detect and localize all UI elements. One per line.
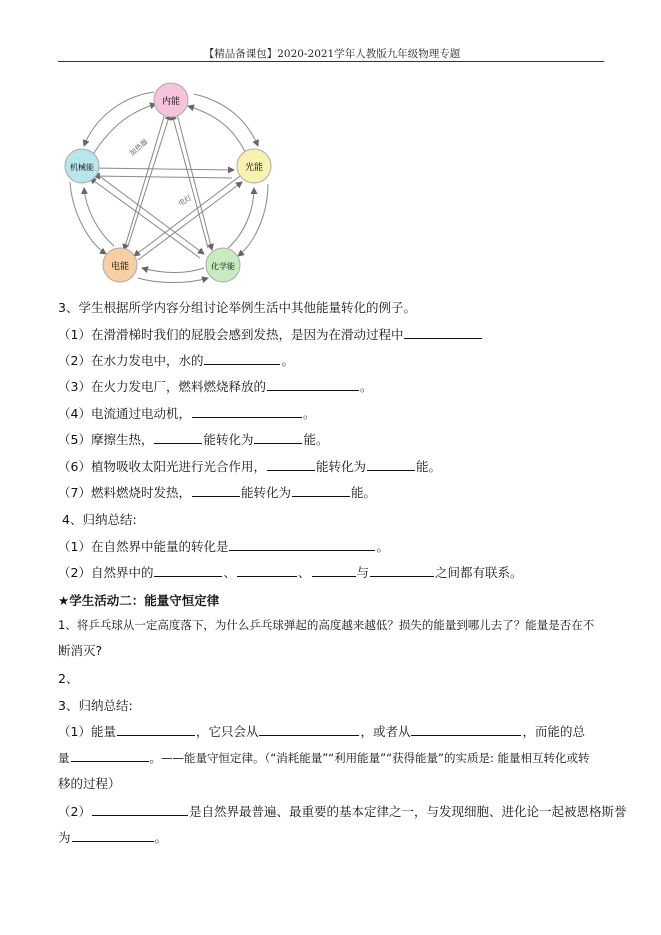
answer-blank[interactable]: [92, 802, 188, 816]
energy-conversion-diagram: [58, 82, 288, 292]
activity2-summary-4: （2） 是自然界最普遍、最重要的基本定律之一，与发现细胞、进化论一起被恩格斯誉: [58, 804, 627, 819]
answer-blank[interactable]: [71, 748, 149, 762]
arrow: [84, 188, 114, 246]
q3-item-1: [58, 325, 483, 343]
answer-blank[interactable]: [229, 537, 375, 551]
header-divider: [58, 61, 604, 62]
arrow: [94, 172, 204, 254]
page-header: 【精品备课包】2020-2021学年人教版九年级物理专题: [203, 48, 461, 60]
arrow: [134, 176, 240, 256]
arrow: [70, 182, 106, 254]
answer-blank[interactable]: [192, 404, 302, 418]
q3-intro: 3、学生根据所学内容分组讨论举例生活中其他能量转化的例子。: [58, 300, 416, 315]
answer-blank[interactable]: [254, 430, 302, 444]
q3-item-5-text: （5）摩擦生热，: [58, 432, 154, 447]
arrow: [176, 110, 212, 250]
node-label-huaxueneng: 化学能: [211, 262, 235, 271]
arrow: [94, 176, 232, 178]
arrow: [228, 188, 254, 248]
node-guangneng: [237, 149, 271, 183]
activity2-q3-title: 3、归纳总结:: [58, 698, 133, 713]
answer-blank[interactable]: [154, 563, 222, 577]
answer-blank[interactable]: [72, 828, 154, 842]
answer-blank[interactable]: [370, 563, 434, 577]
node-label-neineng: 内能: [161, 97, 181, 107]
node-jixieneng: [65, 149, 99, 183]
arrow: [142, 268, 204, 273]
q3-item-1-text: （1）在滑滑梯时我们的屁股会感到发热，是因为在滑动过程中: [58, 327, 404, 342]
q3-item-6-text: （6）植物吸收太阳光进行光合作用，: [58, 459, 266, 474]
q3-item-3: （3）在火力发电厂，燃料燃烧释放的 。: [58, 379, 373, 394]
activity2-summary-5: 为 。: [58, 830, 168, 845]
q3-item-3-text: （3）在火力发电厂，燃料燃烧释放的: [58, 379, 266, 394]
answer-blank[interactable]: [267, 377, 359, 391]
arrow: [92, 168, 234, 170]
activity2-q1-line2: 断消灭?: [58, 643, 103, 658]
answer-blank[interactable]: [312, 563, 356, 577]
arrow: [90, 178, 200, 258]
arrow: [138, 278, 208, 283]
answer-blank[interactable]: [411, 722, 521, 736]
answer-blank[interactable]: [367, 457, 415, 471]
lamp-label: 电灯: [177, 193, 194, 208]
node-neineng: [154, 83, 188, 117]
heater-label: 加热器: [128, 137, 150, 158]
node-dianneng: [103, 248, 137, 282]
activity2-summary-2: 量 。——能量守恒定律。（“消耗能量”“利用能量”“获得能量”的实质是: 能量相互转化或转: [58, 748, 590, 766]
answer-blank[interactable]: [267, 457, 315, 471]
q3-item-5: （5）摩擦生热， 能转化为 能。: [58, 432, 329, 447]
q3-item-4: （4）电流通过电动机， 。: [58, 406, 316, 421]
node-label-jixieneng: 机械能: [70, 163, 94, 172]
answer-blank[interactable]: [192, 483, 240, 497]
arrow: [128, 114, 170, 246]
answer-blank[interactable]: [237, 563, 297, 577]
q4-title: 4、归纳总结:: [62, 512, 137, 527]
arrow: [238, 184, 268, 256]
q3-item-2-text: （2）在水力发电中，水的: [58, 353, 204, 368]
node-label-guangneng: 光能: [244, 163, 264, 173]
answer-blank[interactable]: [204, 351, 280, 365]
arrow: [92, 104, 156, 156]
q3-item-4-text: （4）电流通过电动机，: [58, 406, 191, 421]
answer-blank[interactable]: [154, 430, 202, 444]
activity2-q2: 2、: [58, 671, 79, 686]
activity2-q1-line1: 1、将乒乓球从一定高度落下，为什么乒乓球弹起的高度越来越低？损失的能量到哪儿去了？能量是否在不: [58, 618, 595, 632]
arrow: [188, 106, 246, 154]
arrow: [194, 94, 258, 146]
q4-item-1: （1）在自然界中能量的转化是 。: [58, 539, 389, 554]
node-huaxueneng: [206, 248, 240, 282]
q3-item-7: （7）燃料燃烧时发热， 能转化为 能。: [58, 485, 377, 500]
node-label-dianneng: 电能: [110, 262, 130, 272]
answer-blank[interactable]: [404, 325, 482, 339]
activity2-summary-3: 移的过程）: [58, 776, 121, 791]
q4-item-2: （2）自然界中的 、 、 与 之间都有联系。: [58, 565, 523, 580]
activity2-summary-1: （1）能量 ，它只会从 ，或者从 ，而能的总: [58, 724, 585, 739]
answer-blank[interactable]: [117, 722, 195, 736]
q3-item-7-text: （7）燃料燃烧时发热，: [58, 485, 191, 500]
answer-blank[interactable]: [292, 483, 350, 497]
q3-item-6: （6）植物吸收太阳光进行光合作用， 能转化为 能。: [58, 459, 442, 474]
answer-blank[interactable]: [259, 722, 359, 736]
q3-item-2: （2）在水力发电中，水的 。: [58, 353, 294, 368]
arrow: [172, 114, 208, 248]
activity2-title: ★学生活动二：能量守恒定律: [58, 593, 220, 608]
